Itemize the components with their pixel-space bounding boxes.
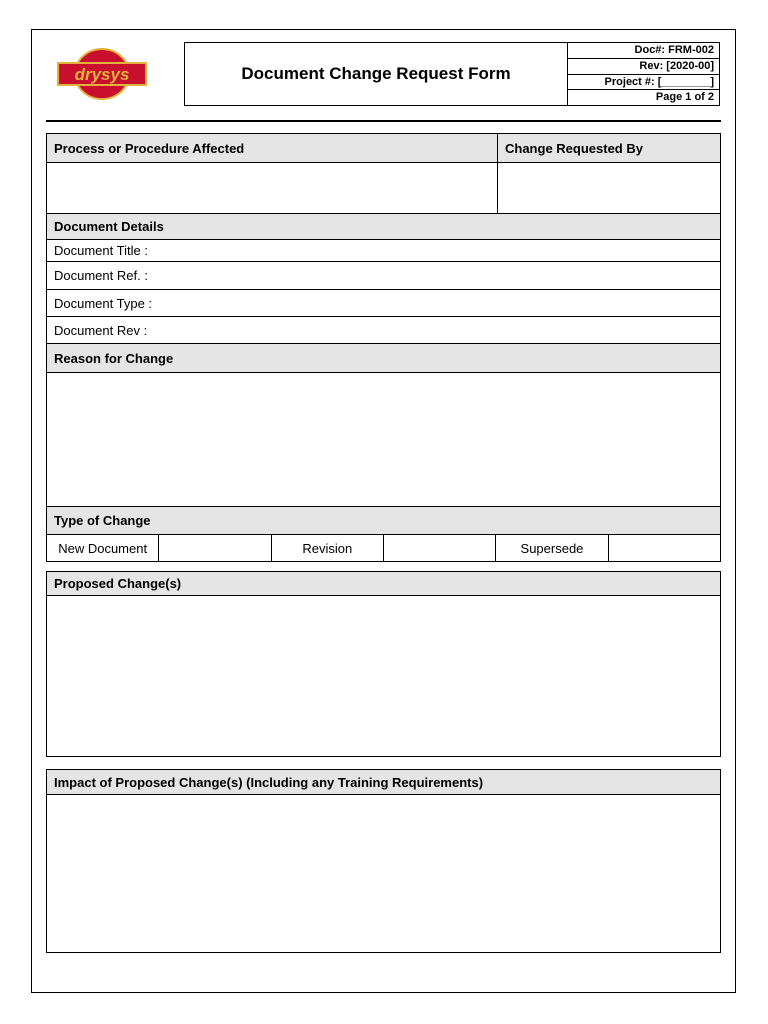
type-of-change-options (47, 535, 720, 561)
option-supersede-label: Supersede (496, 535, 608, 561)
document-type-label: Document Type : (54, 295, 153, 311)
document-title-field[interactable] (47, 240, 720, 262)
document-rev-label: Document Rev : (54, 322, 148, 338)
document-details-label: Document Details (47, 214, 720, 240)
reason-for-change-field[interactable] (47, 373, 720, 507)
project-number: Project #: [________] (568, 75, 719, 91)
document-title-label: Document Title : (54, 243, 148, 258)
form-title: Document Change Request Form (184, 42, 568, 106)
option-new-document-checkbox[interactable] (159, 535, 271, 561)
document-ref-label: Document Ref. : (54, 268, 148, 283)
proposed-changes-field[interactable] (47, 596, 720, 756)
option-new-document-label: New Document (47, 535, 159, 561)
company-logo (57, 48, 147, 100)
reason-for-change-label: Reason for Change (47, 344, 720, 373)
change-requested-by-field[interactable] (498, 163, 720, 213)
impact-field[interactable] (47, 795, 720, 952)
document-meta (567, 42, 720, 106)
revision: Rev: [2020-00] (568, 59, 719, 75)
doc-number: Doc#: FRM-002 (568, 43, 719, 59)
change-requested-by-label: Change Requested By (498, 134, 720, 163)
impact-table (46, 769, 721, 953)
impact-label: Impact of Proposed Change(s) (Including any Training Requirements) (47, 770, 720, 795)
document-type-field[interactable] (47, 290, 720, 317)
proposed-changes-label: Proposed Change(s) (47, 572, 720, 596)
type-of-change-label: Type of Change (47, 507, 720, 535)
logo-text: drysys (74, 65, 130, 84)
document-ref-field[interactable] (47, 262, 720, 290)
header-divider (46, 120, 721, 122)
proposed-changes-table (46, 571, 721, 757)
option-revision-checkbox[interactable] (384, 535, 496, 561)
option-revision-label: Revision (272, 535, 384, 561)
process-affected-field[interactable] (47, 163, 498, 213)
document-rev-field[interactable] (47, 317, 720, 344)
main-form-table (46, 133, 721, 562)
option-supersede-checkbox[interactable] (609, 535, 720, 561)
page-number: Page 1 of 2 (655, 91, 714, 104)
process-affected-label: Process or Procedure Affected (47, 134, 498, 163)
